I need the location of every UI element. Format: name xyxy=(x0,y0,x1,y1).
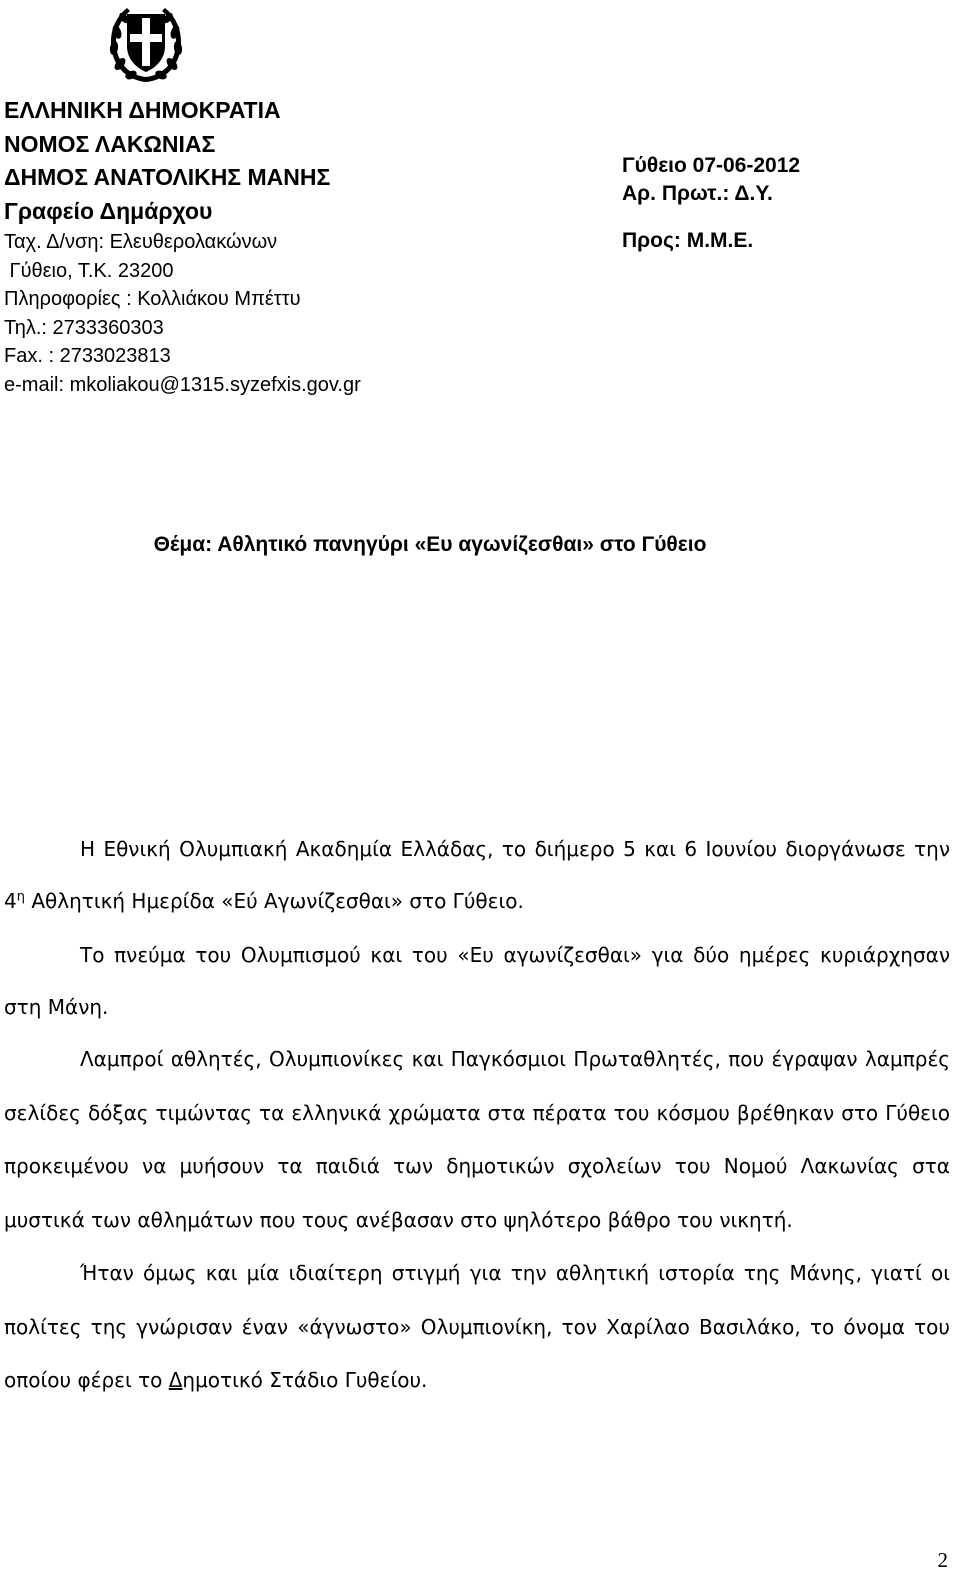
paragraph-4-text-a: Ήταν όμως και μία ιδιαίτερη στιγμή για την αθλητική ιστορία της Μάνης, γιατί οι πολίτες της γνώρισαν έναν «άγνωστο» Ολυμπιονίκη, τον Χαρίλαο Βασιλάκο, το όνομα του οποίου φέρει το xyxy=(4,1261,950,1392)
sender-prefecture: ΝΟΜΟΣ ΛΑΚΩΝΙΑΣ xyxy=(4,130,216,157)
sender-office: Γραφείο Δημάρχου xyxy=(4,197,213,224)
sender-email: e-mail: mkoliakou@1315.syzefxis.gov.gr xyxy=(4,373,361,396)
underlined-letter: Δ xyxy=(168,1368,183,1392)
paragraph-4-text-b: ημοτικό Στάδιο Γυθείου. xyxy=(182,1368,428,1392)
sender-fax: Fax. : 2733023813 xyxy=(4,345,171,367)
sender-country: ΕΛΛΗΝΙΚΗ ΔΗΜΟΚΡΑΤΙΑ xyxy=(4,97,281,123)
paragraph-4 xyxy=(4,1247,950,1408)
paragraph-1 xyxy=(4,823,950,927)
letter-date: Γύθειο 07-06-2012 xyxy=(622,154,801,177)
sender-municipality: ΔΗΜΟΣ ΑΝΑΤΟΛΙΚΗΣ ΜΑΝΗΣ xyxy=(4,164,331,190)
sender-block xyxy=(4,94,424,399)
protocol-number: Αρ. Πρωτ.: Δ.Υ. xyxy=(622,182,773,205)
paragraph-2: Το πνεύμα του Ολυμπισμού και του «Ευ αγωνίζεσθαι» για δύο ημέρες κυριάρχησαν στη Μάνη. xyxy=(4,943,950,1019)
ordinal-superscript: η xyxy=(16,889,25,905)
paragraph-3: Λαμπροί αθλητές, Ολυμπιονίκες και Παγκόσμιοι Πρωταθλητές, που έγραψαν λαμπρές σελίδες δόξας τιμώντας τα ελληνικά χρώματα στα πέρατα του κόσμου βρέθηκαν στο Γύθειο προκειμένου να μυήσουν τα παιδιά των δημοτικών σχολείων του Νομού Λακωνίας στα μυστικά των αθλημάτων που τους ανέβασαν στο ψηλότερο βάθρο του νικητή. xyxy=(4,1047,950,1232)
letter-meta xyxy=(622,152,952,255)
recipient: Προς: Μ.Μ.Ε. xyxy=(622,229,754,252)
sender-contact-person: Πληροφορίες : Κολλιάκου Μπέττυ xyxy=(4,288,301,310)
paragraph-1-text-a: Η Εθνική Ολυμπιακή Ακαδημία Ελλάδας, το διήμερο 5 και 6 Ιουνίου διοργάνωσε την 4 xyxy=(4,837,950,913)
subject-line: Θέμα: Αθλητικό πανηγύρι «Ευ αγωνίζεσθαι» στο Γύθειο xyxy=(153,533,707,556)
paragraph-1-text-b: Αθλητική Ημερίδα «Εύ Αγωνίζεσθαι» στο Γύθειο. xyxy=(24,889,524,913)
sender-address: Ταχ. Δ/νση: Ελευθερολακώνων xyxy=(4,231,278,253)
page-number: 2 xyxy=(937,1548,948,1572)
hellenic-republic-emblem-icon xyxy=(105,2,187,84)
letter-body xyxy=(4,823,950,1408)
sender-city: Γύθειο, Τ.Κ. 23200 xyxy=(4,259,174,282)
sender-phone: Τηλ.: 2733360303 xyxy=(4,316,164,339)
